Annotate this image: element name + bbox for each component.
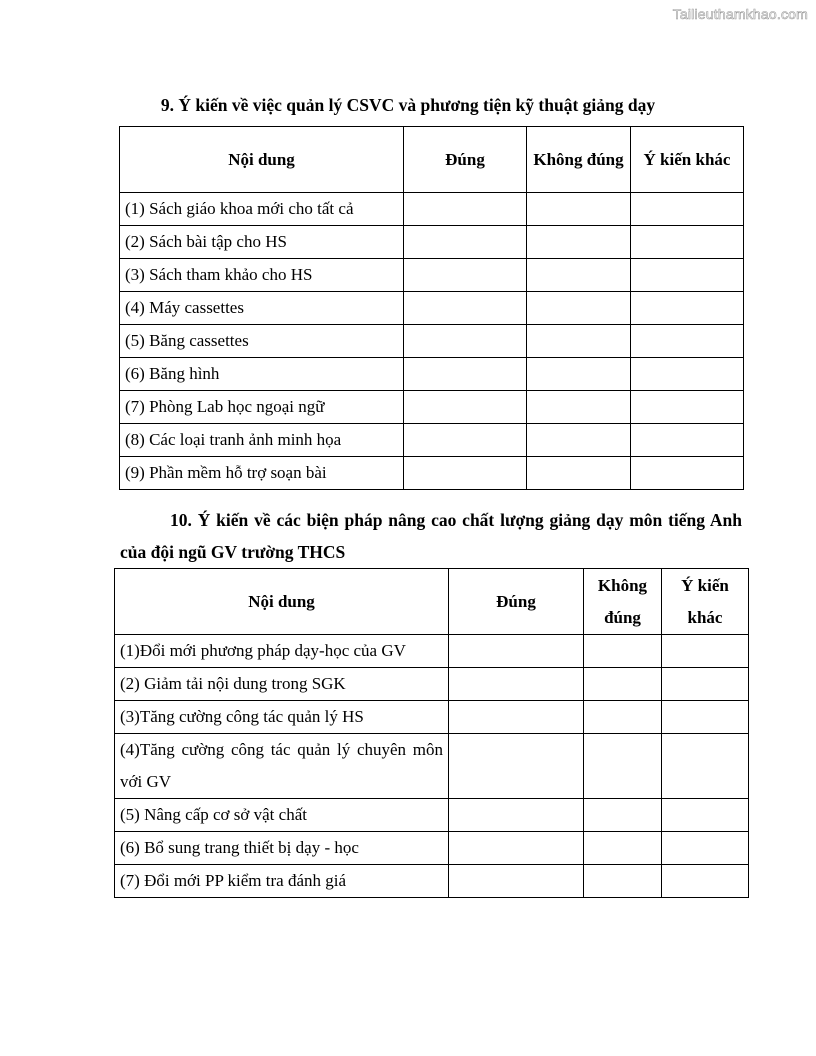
cell-khong-dung bbox=[584, 635, 662, 668]
cell-y-kien-khac bbox=[662, 832, 749, 865]
cell-khong-dung bbox=[527, 292, 631, 325]
header-khong-dung: Không đúng bbox=[527, 127, 631, 193]
cell-y-kien-khac bbox=[662, 701, 749, 734]
header-noi-dung: Nội dung bbox=[120, 127, 404, 193]
cell-dung bbox=[449, 832, 584, 865]
cell-dung bbox=[404, 292, 527, 325]
table-header-row bbox=[115, 569, 749, 635]
row-label: (3) Sách tham khảo cho HS bbox=[120, 259, 404, 292]
table-row bbox=[115, 799, 749, 832]
table-row bbox=[115, 635, 749, 668]
cell-y-kien-khac bbox=[631, 226, 744, 259]
header-y-kien-khac: Ý kiến khác bbox=[631, 127, 744, 193]
table-csvc bbox=[119, 126, 744, 490]
cell-y-kien-khac bbox=[631, 457, 744, 490]
cell-khong-dung bbox=[527, 358, 631, 391]
row-label: (5) Nâng cấp cơ sở vật chất bbox=[115, 799, 449, 832]
cell-y-kien-khac bbox=[631, 259, 744, 292]
table-row bbox=[120, 259, 744, 292]
section-9-title: 9. Ý kiến về việc quản lý CSVC và phương tiện kỹ thuật giảng dạy bbox=[160, 95, 656, 115]
row-label: (1) Sách giáo khoa mới cho tất cả bbox=[120, 193, 404, 226]
row-label: (2) Sách bài tập cho HS bbox=[120, 226, 404, 259]
cell-khong-dung bbox=[527, 325, 631, 358]
cell-y-kien-khac bbox=[662, 799, 749, 832]
header-dung: Đúng bbox=[404, 127, 527, 193]
table-row bbox=[115, 734, 749, 799]
cell-khong-dung bbox=[527, 226, 631, 259]
cell-y-kien-khac bbox=[631, 193, 744, 226]
header-dung: Đúng bbox=[449, 569, 584, 635]
table-row bbox=[115, 668, 749, 701]
cell-y-kien-khac bbox=[662, 865, 749, 898]
row-label: (3)Tăng cường công tác quản lý HS bbox=[115, 701, 449, 734]
row-label: (6) Bổ sung trang thiết bị dạy - học bbox=[115, 832, 449, 865]
row-label: (4)Tăng cường công tác quản lý chuyên môn với GV bbox=[115, 734, 449, 799]
row-label: (2) Giảm tải nội dung trong SGK bbox=[115, 668, 449, 701]
cell-khong-dung bbox=[527, 259, 631, 292]
table-row bbox=[115, 701, 749, 734]
table-bien-phap bbox=[114, 568, 749, 898]
row-label: (1)Đổi mới phương pháp dạy-học của GV bbox=[115, 635, 449, 668]
cell-y-kien-khac bbox=[631, 391, 744, 424]
cell-khong-dung bbox=[584, 701, 662, 734]
cell-y-kien-khac bbox=[662, 734, 749, 799]
row-label: (4) Máy cassettes bbox=[120, 292, 404, 325]
table-header-row bbox=[120, 127, 744, 193]
cell-dung bbox=[404, 358, 527, 391]
table-row bbox=[120, 424, 744, 457]
cell-y-kien-khac bbox=[631, 358, 744, 391]
header-khong-dung: Không đúng bbox=[584, 569, 662, 635]
cell-y-kien-khac bbox=[631, 424, 744, 457]
cell-dung bbox=[404, 424, 527, 457]
cell-dung bbox=[449, 668, 584, 701]
header-y-kien-khac: Ý kiến khác bbox=[662, 569, 749, 635]
cell-y-kien-khac bbox=[662, 668, 749, 701]
watermark: Tailieuthamkhao.com bbox=[672, 6, 808, 22]
row-label: (8) Các loại tranh ảnh minh họa bbox=[120, 424, 404, 457]
table-row bbox=[120, 193, 744, 226]
cell-dung bbox=[404, 457, 527, 490]
table-row bbox=[120, 391, 744, 424]
row-label: (7) Đổi mới PP kiểm tra đánh giá bbox=[115, 865, 449, 898]
cell-y-kien-khac bbox=[662, 635, 749, 668]
row-label: (9) Phần mềm hỗ trợ soạn bài bbox=[120, 457, 404, 490]
cell-khong-dung bbox=[527, 193, 631, 226]
header-noi-dung: Nội dung bbox=[115, 569, 449, 635]
cell-dung bbox=[404, 193, 527, 226]
table-row bbox=[115, 865, 749, 898]
cell-dung bbox=[449, 734, 584, 799]
row-label: (6) Băng hình bbox=[120, 358, 404, 391]
cell-dung bbox=[404, 259, 527, 292]
cell-khong-dung bbox=[584, 832, 662, 865]
table-row bbox=[115, 832, 749, 865]
cell-dung bbox=[449, 635, 584, 668]
cell-dung bbox=[404, 391, 527, 424]
table-row bbox=[120, 226, 744, 259]
table-row bbox=[120, 457, 744, 490]
section-10-title: 10. Ý kiến về các biện pháp nâng cao chất lượng giảng dạy môn tiếng Anh của đội ngũ GV trường THCS bbox=[120, 510, 742, 562]
cell-khong-dung bbox=[527, 457, 631, 490]
table-row bbox=[120, 358, 744, 391]
table-row bbox=[120, 325, 744, 358]
cell-dung bbox=[404, 226, 527, 259]
cell-dung bbox=[449, 701, 584, 734]
cell-khong-dung bbox=[584, 865, 662, 898]
cell-khong-dung bbox=[527, 391, 631, 424]
cell-khong-dung bbox=[584, 668, 662, 701]
cell-dung bbox=[449, 865, 584, 898]
row-label: (7) Phòng Lab học ngoại ngữ bbox=[120, 391, 404, 424]
cell-y-kien-khac bbox=[631, 292, 744, 325]
cell-khong-dung bbox=[584, 799, 662, 832]
cell-dung bbox=[449, 799, 584, 832]
cell-y-kien-khac bbox=[631, 325, 744, 358]
table-row bbox=[120, 292, 744, 325]
cell-khong-dung bbox=[584, 734, 662, 799]
cell-dung bbox=[404, 325, 527, 358]
row-label: (5) Băng cassettes bbox=[120, 325, 404, 358]
cell-khong-dung bbox=[527, 424, 631, 457]
